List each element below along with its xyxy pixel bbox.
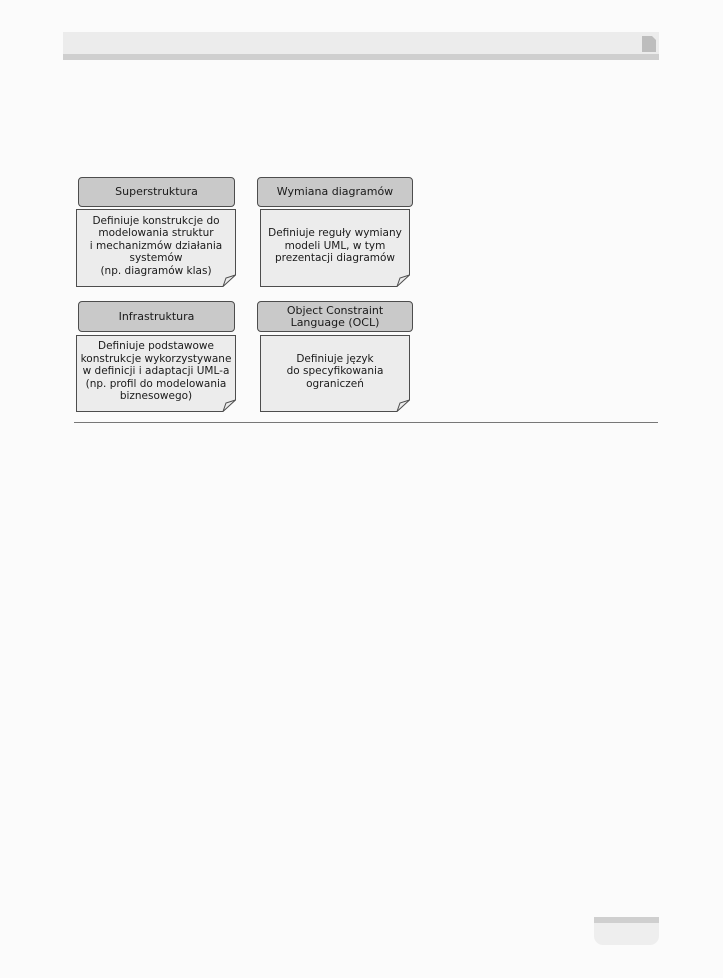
superstructure-title: Superstruktura: [115, 185, 198, 198]
ocl-title-box: [257, 301, 413, 332]
page-number-tab: [594, 923, 659, 945]
page-corner-tab-icon: [642, 36, 656, 52]
page-header-rule: [63, 54, 659, 60]
infrastructure-description: Definiuje podstawowe konstrukcje wykorzystywane w definicji i adaptacji UML-a (np. profil do modelowania biznesowego): [80, 340, 232, 403]
diagram-interchange-title-box: [257, 177, 413, 207]
infrastructure-title: Infrastruktura: [118, 309, 195, 323]
page-header-band: [63, 32, 659, 54]
ocl-title: Object Constraint Language (OCL): [286, 303, 384, 329]
diagram-interchange-title: Wymiana diagramów: [276, 185, 394, 198]
ocl-note: [260, 335, 410, 412]
infrastructure-title-box: [78, 301, 235, 332]
diagram-interchange-description: Definiuje reguły wymiany modeli UML, w tym prezentacji diagramów: [268, 227, 402, 265]
infrastructure-note: [76, 335, 236, 412]
superstructure-title-box: [78, 177, 235, 207]
diagram-interchange-note: [260, 209, 410, 287]
superstructure-description: Definiuje konstrukcje do modelowania struktur i mechanizmów działania systemów (np. diagramów klas): [89, 214, 223, 277]
ocl-description: Definiuje język do specyfikowania ograniczeń: [286, 352, 384, 390]
superstructure-note: [76, 209, 236, 287]
content-divider: [74, 422, 658, 423]
